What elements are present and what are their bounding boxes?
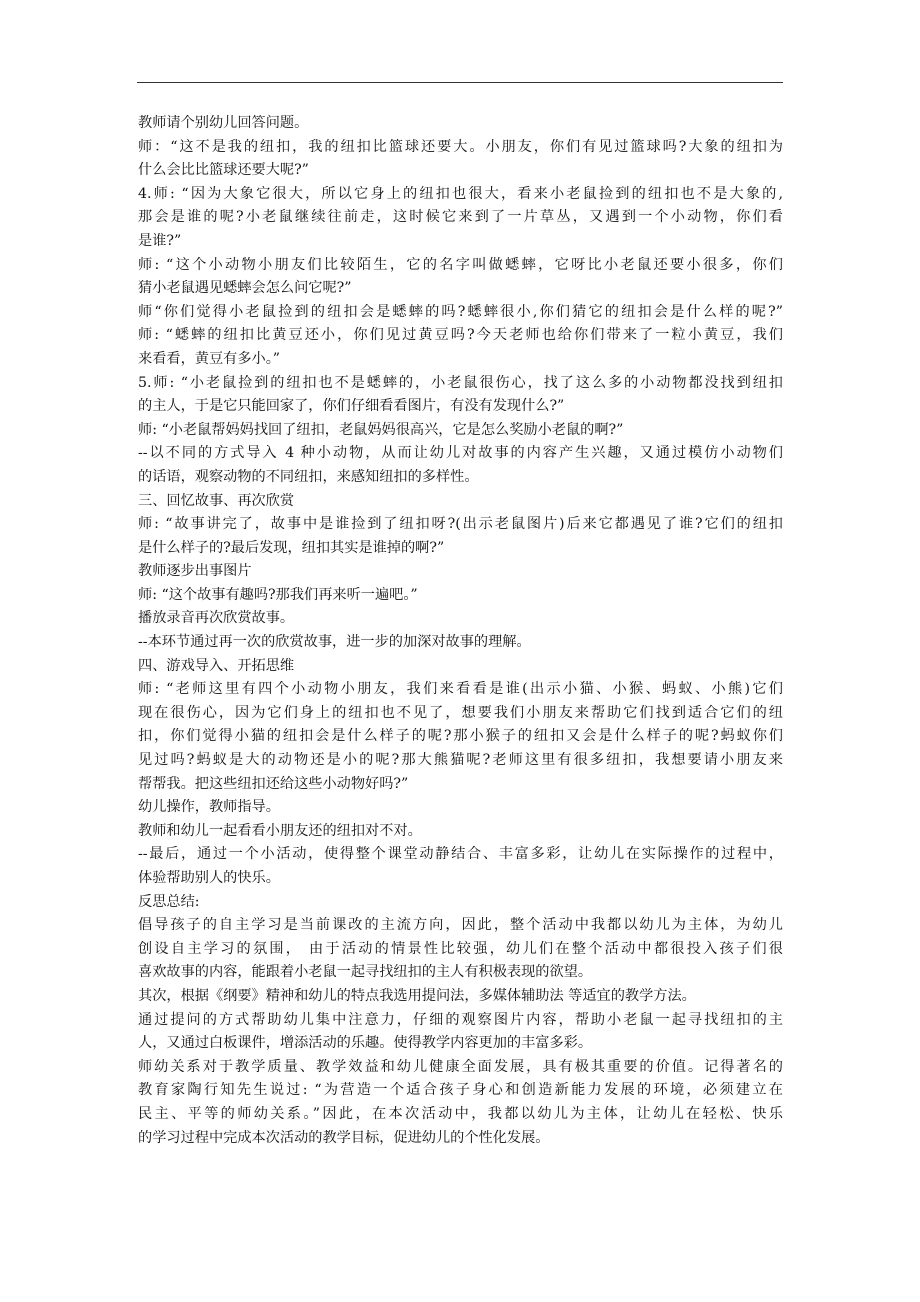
text-line: 师: “老师这里有四个小动物小朋友，我们来看看是谁(出示小猫、小猴、蚂蚁、小熊)它们 bbox=[138, 681, 783, 698]
text-line: --最后，通过一个小活动，使得整个课堂动静结合、丰富多彩，让幼儿在实际操作的过程中， bbox=[138, 846, 783, 863]
text-line: 通过提问的方式帮助幼儿集中注意力，仔细的观察图片内容，帮助小老鼠一起寻找纽扣的主 bbox=[138, 1011, 783, 1028]
text-line: --以不同的方式导入 4 种小动物，从而让幼儿对故事的内容产生兴趣，又通过模仿小动物们 bbox=[138, 445, 783, 462]
text-line: 师幼关系对于教学质量、教学效益和幼儿健康全面发展，具有极其重要的价值。记得著名的 bbox=[138, 1058, 783, 1075]
document-body bbox=[138, 112, 790, 1150]
text-line: 师: “小老鼠帮妈妈找回了纽扣，老鼠妈妈很高兴，它是怎么奖励小老鼠的啊?” bbox=[138, 421, 624, 438]
text-line: 其次，根据《纲要》精神和幼儿的特点我选用提问法，多媒体辅助法 等适宜的教学方法。 bbox=[138, 987, 696, 1004]
text-line: 的话语，观察动物的不同纽扣，来感知纽扣的多样性。 bbox=[138, 468, 479, 485]
text-line: 那会是谁的呢?小老鼠继续往前走，这时候它来到了一片草丛，又遇到一个小动物，你们看 bbox=[138, 209, 783, 226]
text-line: 现在很伤心，因为它们身上的纽扣也不见了，想要我们小朋友来帮助它们找到适合它们的纽 bbox=[138, 704, 783, 721]
text-line: 4.师: “因为大象它很大，所以它身上的纽扣也很大，看来小老鼠捡到的纽扣也不是大象的, bbox=[138, 185, 783, 202]
text-line: 是谁?” bbox=[138, 232, 182, 249]
text-line: --本环节通过再一次的欣赏故事，进一步的加深对故事的理解。 bbox=[138, 634, 531, 651]
text-line: 教师和幼儿一起看看小朋友还的纽扣对不对。 bbox=[138, 822, 422, 839]
text-line: 5.师: “小老鼠捡到的纽扣也不是蟋蟀的，小老鼠很伤心，找了这么多的小动物都没找到纽扣 bbox=[138, 374, 783, 391]
text-line: 创设自主学习的氛围， 由于活动的情景性比较强，幼儿们在整个活动中都很投入孩子们很 bbox=[138, 940, 783, 957]
text-line: 教师逐步出事图片 bbox=[138, 563, 252, 580]
text-line: 师: “这个故事有趣吗?那我们再来听一遍吧。” bbox=[138, 586, 418, 603]
text-line: 帮帮我。把这些纽扣还给这些小动物好吗?” bbox=[138, 775, 409, 792]
text-line: 民主、平等的师幼关系。”因此，在本次活动中，我都以幼儿为主体，让幼儿在轻松、快乐 bbox=[138, 1105, 783, 1122]
text-line: 是什么样子的?最后发现，纽扣其实是谁掉的啊?” bbox=[138, 539, 445, 556]
text-line: 见过吗?蚂蚁是大的动物还是小的呢?那大熊猫呢?老师这里有很多纽扣，我想要请小朋友来 bbox=[138, 752, 783, 769]
text-line: 三、回忆故事、再次欣赏 bbox=[138, 492, 295, 509]
text-line: 的学习过程中完成本次活动的教学目标，促进幼儿的个性化发展。 bbox=[138, 1129, 550, 1146]
text-line: 师: “故事讲完了，故事中是谁捡到了纽扣呀?(出示老鼠图片)后来它都遇见了谁?它们的纽扣 bbox=[138, 516, 783, 533]
text-line: 四、游戏导入、开拓思维 bbox=[138, 657, 295, 674]
header-rule bbox=[137, 82, 783, 83]
text-line: 扣，你们觉得小猫的纽扣会是什么样子的呢?那小猴子的纽扣又会是什么样子的呢?蚂蚁你们 bbox=[138, 728, 783, 745]
text-line: 师: “蟋蟀的纽扣比黄豆还小，你们见过黄豆吗?今天老师也给你们带来了一粒小黄豆，我们 bbox=[138, 327, 783, 344]
text-line: 猜小老鼠遇见蟋蟀会怎么问它呢?” bbox=[138, 280, 352, 297]
text-line: 教育家陶行知先生说过: “为营造一个适合孩子身心和创造新能力发展的环境，必须建立在 bbox=[138, 1082, 783, 1099]
text-line: 教师请个别幼儿回答问题。 bbox=[138, 115, 309, 131]
text-line: 人，又通过白板课件，增添活动的乐趣。使得教学内容更加的丰富多彩。 bbox=[138, 1035, 593, 1052]
text-line: 师: “这个小动物小朋友们比较陌生，它的名字叫做蟋蟀，它呀比小老鼠还要小很多，你们 bbox=[138, 256, 783, 273]
text-line: 师“你们觉得小老鼠捡到的纽扣会是蟋蟀的吗?蟋蟀很小,你们猜它的纽扣会是什么样的呢?” bbox=[138, 303, 783, 320]
text-line: 师：“这不是我的纽扣，我的纽扣比篮球还要大。小朋友，你们有见过篮球吗?大象的纽扣为 bbox=[138, 138, 783, 155]
text-line: 播放录音再次欣赏故事。 bbox=[138, 610, 295, 627]
text-line: 喜欢故事的内容，能跟着小老鼠一起寻找纽扣的主人有积极表现的欲望。 bbox=[138, 964, 593, 981]
text-line: 反思总结: bbox=[138, 893, 200, 910]
text-line: 幼儿操作，教师指导。 bbox=[138, 799, 280, 816]
text-line: 什么会比比篮球还要大呢?” bbox=[138, 162, 309, 179]
text-line: 体验帮助别人的快乐。 bbox=[138, 870, 280, 886]
text-line: 来看看，黄豆有多小。” bbox=[138, 350, 281, 367]
text-line: 倡导孩子的自主学习是当前课改的主流方向，因此，整个活动中我都以幼儿为主体，为幼儿 bbox=[138, 917, 783, 934]
text-line: 的主人，于是它只能回家了，你们仔细看看图片，有没有发现什么?” bbox=[138, 398, 565, 415]
